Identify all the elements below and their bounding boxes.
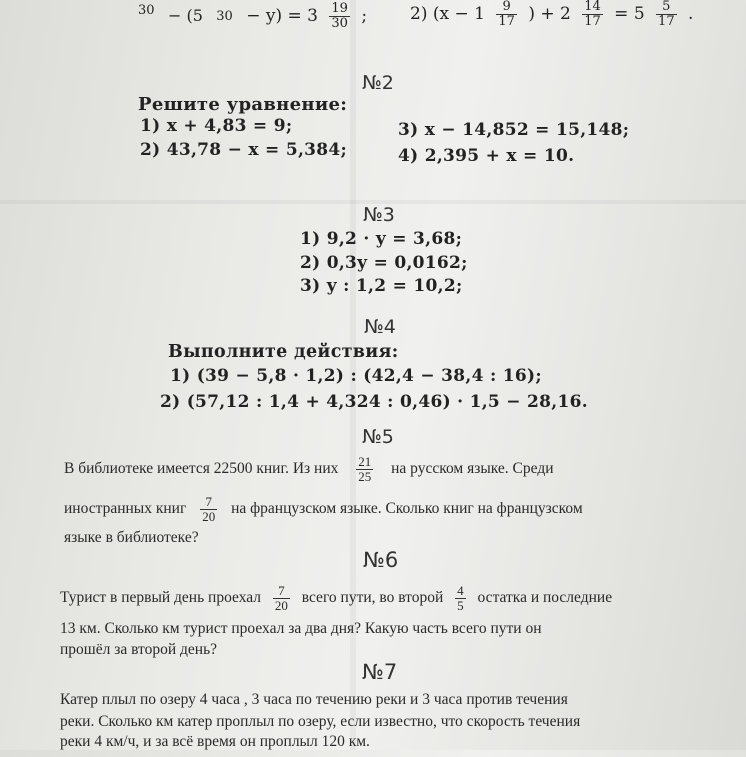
item-number: 2) bbox=[410, 4, 428, 24]
fraction-numerator: 19 bbox=[331, 1, 348, 16]
equation-text: = 5 bbox=[614, 4, 645, 24]
section-4-number: №4 bbox=[364, 316, 396, 338]
section-6-number: №6 bbox=[363, 548, 399, 572]
fraction-numerator: 7 bbox=[278, 582, 285, 598]
fraction-denominator: 20 bbox=[202, 508, 216, 524]
section-5-number: №5 bbox=[362, 426, 394, 448]
section-7-number: №7 bbox=[362, 660, 398, 684]
fraction-numerator: 9 bbox=[502, 0, 511, 14]
section-2-equation-2: 2) 43,78 − x = 5,384; bbox=[140, 140, 348, 160]
equation-text: − y) = 3 bbox=[246, 6, 318, 26]
problem-text: на французском языке. Сколько книг на французском bbox=[231, 500, 583, 517]
fraction-numerator: 5 bbox=[662, 0, 671, 14]
equation-end: ; bbox=[361, 6, 368, 26]
problem-text: Турист в первый день проехал bbox=[60, 589, 262, 606]
fraction-numerator: 30 bbox=[138, 2, 155, 18]
section-3-equation-3: 3) y : 1,2 = 10,2; bbox=[300, 276, 463, 296]
fraction-numerator: 14 bbox=[584, 0, 601, 14]
section-4-equation-2: 2) (57,12 : 1,4 + 4,324 : 0,46) · 1,5 − 28,16. bbox=[160, 392, 588, 412]
top-equation-1: 30 − (5 30 − y) = 3 $\frac{19}{30}$ ; bbox=[138, 1, 368, 31]
problem-text: В библиотеке имеется 22500 книг. Из них bbox=[64, 460, 339, 477]
fraction-denominator: 17 bbox=[498, 14, 515, 29]
fraction-denominator: 30 bbox=[331, 16, 348, 31]
section-6-line-3: прошёл за второй день? bbox=[60, 641, 218, 658]
fraction-denominator: 25 bbox=[358, 468, 372, 484]
fraction-denominator: 17 bbox=[584, 14, 601, 29]
equation-end: . bbox=[688, 4, 694, 24]
section-6-line-2: 13 км. Сколько км турист проехал за два дня? Какую часть всего пути он bbox=[60, 620, 542, 637]
problem-text: всего пути, во второй bbox=[301, 589, 444, 606]
section-2-equation-3: 3) x − 14,852 = 15,148; bbox=[398, 120, 630, 140]
section-5-line-1 bbox=[64, 453, 554, 484]
section-6-line-1 bbox=[60, 582, 612, 613]
section-7-line-1: Катер плыл по озеру 4 часа , 3 часа по течению реки и 3 часа против течения bbox=[60, 691, 568, 708]
section-7-line-2: реки. Сколько км катер проплыл по озеру, если известно, что скорость течения bbox=[60, 713, 581, 730]
fraction-numerator: 4 bbox=[457, 582, 464, 598]
section-2-number: №2 bbox=[362, 72, 394, 94]
section-2-title: Решите уравнение: bbox=[138, 94, 348, 115]
problem-text: на русском языке. Среди bbox=[391, 460, 554, 477]
problem-text: остатка и последние bbox=[477, 589, 613, 606]
equation-text: ) + 2 bbox=[528, 4, 571, 24]
fraction-numerator: 21 bbox=[358, 453, 372, 469]
section-3-equation-2: 2) 0,3y = 0,0162; bbox=[300, 253, 468, 273]
fraction-denominator: 20 bbox=[274, 597, 288, 613]
fraction-denominator: 17 bbox=[658, 14, 675, 29]
section-5-line-3: языке в библиотеке? bbox=[64, 529, 199, 546]
section-3-equation-1: 1) 9,2 · y = 3,68; bbox=[300, 229, 463, 249]
fraction-numerator: 7 bbox=[205, 493, 212, 509]
section-2-equation-4: 4) 2,395 + x = 10. bbox=[398, 146, 575, 166]
top-equation-2 bbox=[410, 0, 693, 29]
section-4-title: Выполните действия: bbox=[168, 342, 399, 362]
section-2-equation-1: 1) x + 4,83 = 9; bbox=[140, 116, 293, 136]
section-3-number: №3 bbox=[363, 204, 395, 226]
equation-text: (x − 1 bbox=[432, 4, 485, 24]
section-7-line-3: реки 4 км/ч, и за всё время он проплыл 120 км. bbox=[60, 733, 370, 750]
fraction-denominator: 5 bbox=[457, 597, 464, 613]
fraction-part: 30 bbox=[216, 8, 233, 24]
section-4-equation-1: 1) (39 − 5,8 · 1,2) : (42,4 − 38,4 : 16); bbox=[170, 366, 542, 386]
problem-text: иностранных книг bbox=[64, 500, 187, 517]
section-5-line-2 bbox=[64, 493, 583, 524]
